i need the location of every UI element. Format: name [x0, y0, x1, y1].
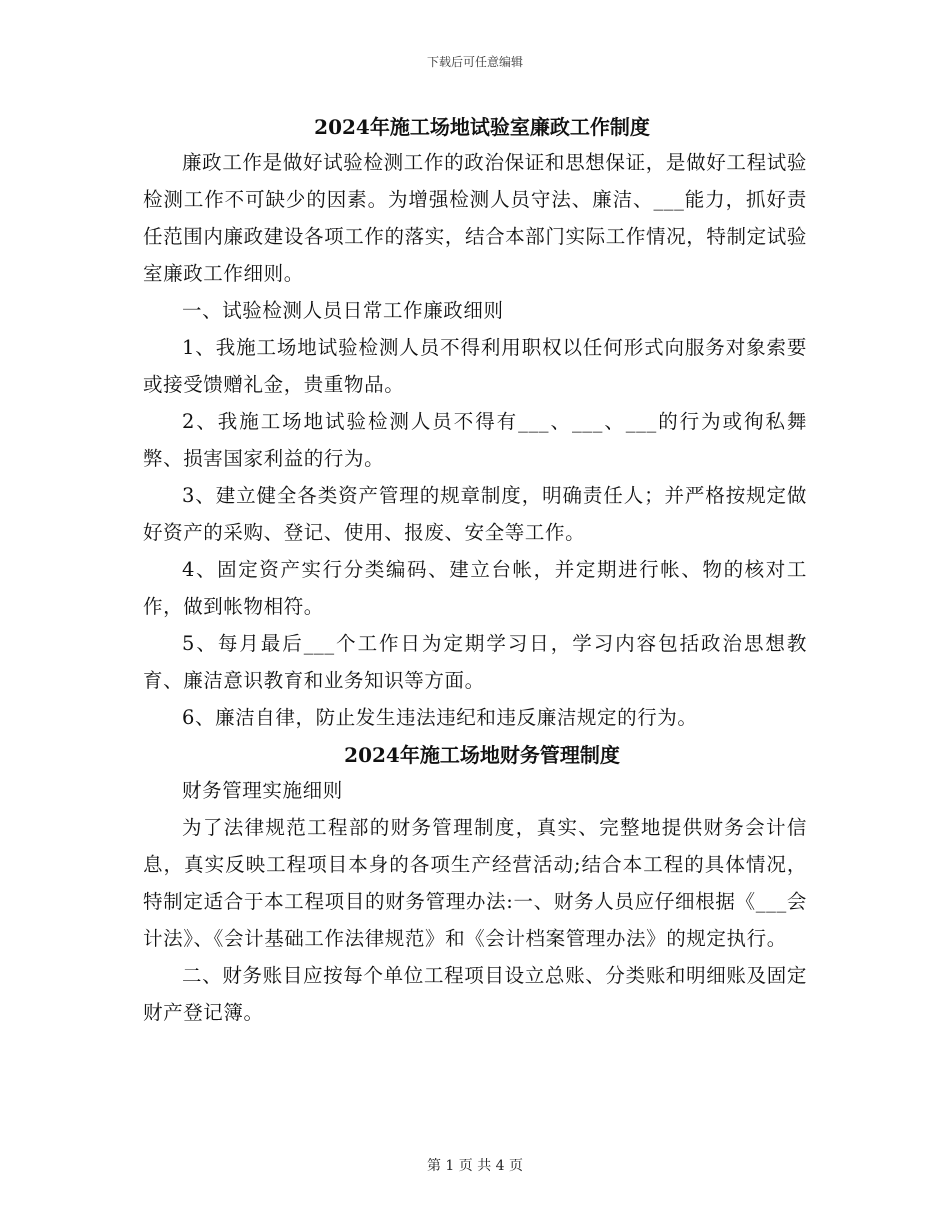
section1-paragraph: 3、建立健全各类资产管理的规章制度，明确责任人；并严格按规定做好资产的采购、登记、使用、报废、安全等工作。 — [143, 484, 807, 544]
section2-paragraph: 为了法律规范工程部的财务管理制度，真实、完整地提供财务会计信息，真实反映工程项目本身的各项生产经营活动;结合本工程的具体情况，特制定适合于本工程项目的财务管理办法:一、财务人员应仔细根据《___会计法》、《会计基础工作法律规范》和《会计档案管理办法》的规定执行。 — [143, 816, 807, 950]
section2-subheading: 财务管理实施细则 — [182, 779, 343, 802]
section2-title: 2024年施工场地财务管理制度 — [344, 743, 620, 767]
section1-paragraph: 廉政工作是做好试验检测工作的政治保证和思想保证，是做好工程试验检测工作不可缺少的因素。为增强检测人员守法、廉洁、___能力，抓好责任范围内廉政建设各项工作的落实，结合本部门实际工作情况，特制定试验室廉政工作细则。 — [143, 151, 807, 285]
section1-title: 2024年施工场地试验室廉政工作制度 — [314, 115, 650, 139]
section1-paragraph: 6、廉洁自律，防止发生违法违纪和违反廉洁规定的行为。 — [182, 706, 698, 729]
document-body — [143, 110, 807, 1031]
section1-paragraph: 1、我施工场地试验检测人员不得利用职权以任何形式向服务对象索要或接受馈赠礼金，贵重物品。 — [143, 336, 807, 396]
section1-paragraph: 2、我施工场地试验检测人员不得有___、___、___的行为或徇私舞弊、损害国家利益的行为。 — [143, 410, 807, 470]
section1-subheading: 一、试验检测人员日常工作廉政细则 — [182, 299, 504, 322]
section2-paragraph: 二、财务账目应按每个单位工程项目设立总账、分类账和明细账及固定财产登记簿。 — [143, 964, 807, 1024]
header-note: 下载后可任意编辑 — [426, 55, 523, 69]
section1-paragraph: 5、每月最后___个工作日为定期学习日，学习内容包括政治思想教育、廉洁意识教育和业务知识等方面。 — [143, 632, 807, 692]
page-footer: 第 1 页 共 4 页 — [426, 1158, 524, 1174]
section1-paragraph: 4、固定资产实行分类编码、建立台帐，并定期进行帐、物的核对工作，做到帐物相符。 — [143, 558, 807, 618]
